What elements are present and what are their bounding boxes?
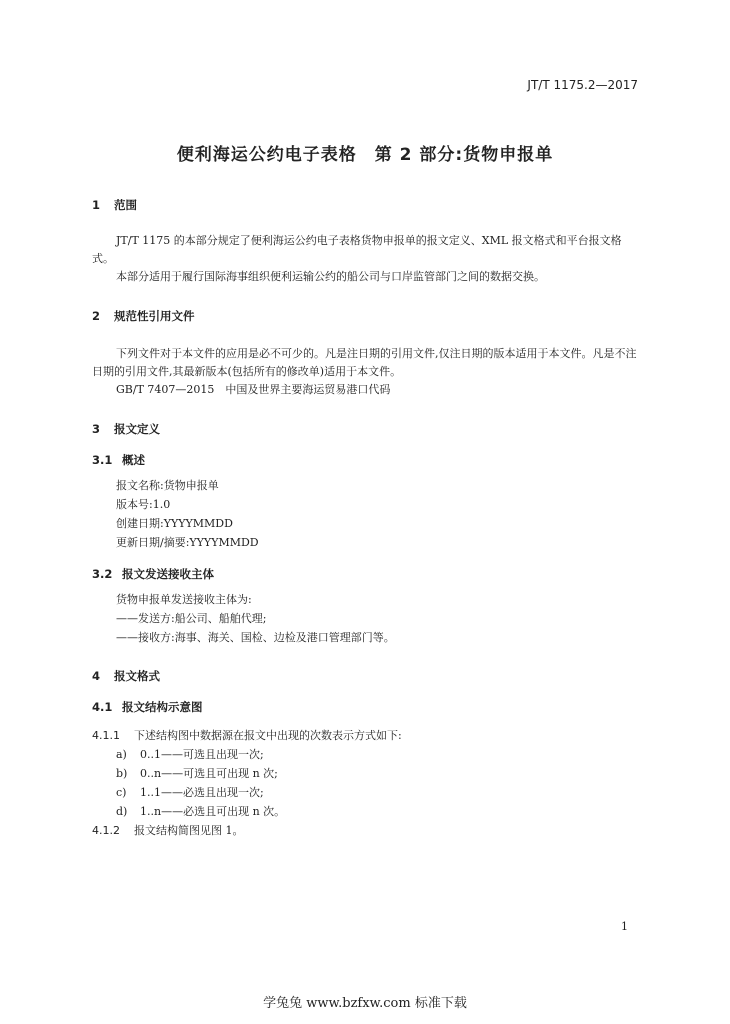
receiver-line: ——接收方:海事、海关、国检、边检及港口管理部门等。 [116,631,395,644]
clause-4-1-2 [92,822,244,840]
clause-text: 下述结构图中数据源在报文中出现的次数表示方式如下: [134,729,402,742]
section-3-1-heading [92,452,145,468]
list-item-label: a) [116,748,127,761]
list-item [116,765,278,783]
list-item-text: 1..n——必选且可出现 n 次。 [140,805,286,818]
list-item [116,746,264,764]
document-title: 便利海运公约电子表格 第 2 部分:货物申报单 [176,145,554,165]
list-item [116,784,264,802]
page-number: 1 [621,920,628,933]
created-date-line: 创建日期:YYYYMMDD [116,517,233,530]
section-1-paragraph-2: 本部分适用于履行国际海事组织便利运输公约的船公司与口岸监管部门之间的数据交换。 [116,270,545,283]
list-item-text: 0..n——可选且可出现 n 次; [140,767,278,780]
clause-text: 报文结构简图见图 1。 [134,824,244,837]
list-item-text: 0..1——可选且出现一次; [140,748,264,761]
clause-number: 4.1.2 [92,824,120,837]
section-number: 1 [92,198,101,212]
normative-reference: GB/T 7407—2015 中国及世界主要海运贸易港口代码 [116,383,391,396]
section-number: 4.1 [92,700,113,714]
section-number: 2 [92,309,101,323]
section-title: 概述 [122,453,145,467]
version-line: 版本号:1.0 [116,498,171,511]
list-item-text: 1..1——必选且出现一次; [140,786,264,799]
list-item-label: c) [116,786,127,799]
section-title: 规范性引用文件 [114,309,195,323]
section-title: 报文结构示意图 [122,700,203,714]
sender-line: ——发送方:船公司、船舶代理; [116,612,267,625]
section-number: 3.2 [92,567,113,581]
section-title: 报文格式 [114,669,160,683]
section-number: 3 [92,422,101,436]
list-item-label: d) [116,805,128,818]
standard-code: JT/T 1175.2—2017 [527,78,638,92]
section-3-heading [92,421,160,437]
section-2-heading [92,308,195,324]
section-number: 3.1 [92,453,113,467]
message-name-line: 报文名称:货物申报单 [116,479,219,492]
clause-number: 4.1.1 [92,729,120,742]
footer-watermark: 学兔兔 www.bzfxw.com 标准下载 [263,996,467,1011]
list-item-label: b) [116,767,128,780]
section-title: 报文定义 [114,422,160,436]
section-number: 4 [92,669,101,683]
section-4-1-heading [92,699,203,715]
clause-4-1-1 [92,727,402,745]
parties-intro-line: 货物申报单发送接收主体为: [116,593,252,606]
section-4-heading [92,668,160,684]
section-2-paragraph-1: 下列文件对于本文件的应用是必不可少的。凡是注日期的引用文件,仅注日期的版本适用于本文件。凡是不注日期的引用文件,其最新版本(包括所有的修改单)适用于本文件。 [92,347,637,378]
section-1-heading [92,197,137,213]
section-1-paragraph-1: JT/T 1175 的本部分规定了便利海运公约电子表格货物申报单的报文定义、XML 报文格式和平台报文格式。 [92,234,622,265]
list-item [116,803,285,821]
section-title: 报文发送接收主体 [122,567,214,581]
section-3-2-heading [92,566,214,582]
section-title: 范围 [114,198,137,212]
updated-date-line: 更新日期/摘要:YYYYMMDD [116,536,259,549]
